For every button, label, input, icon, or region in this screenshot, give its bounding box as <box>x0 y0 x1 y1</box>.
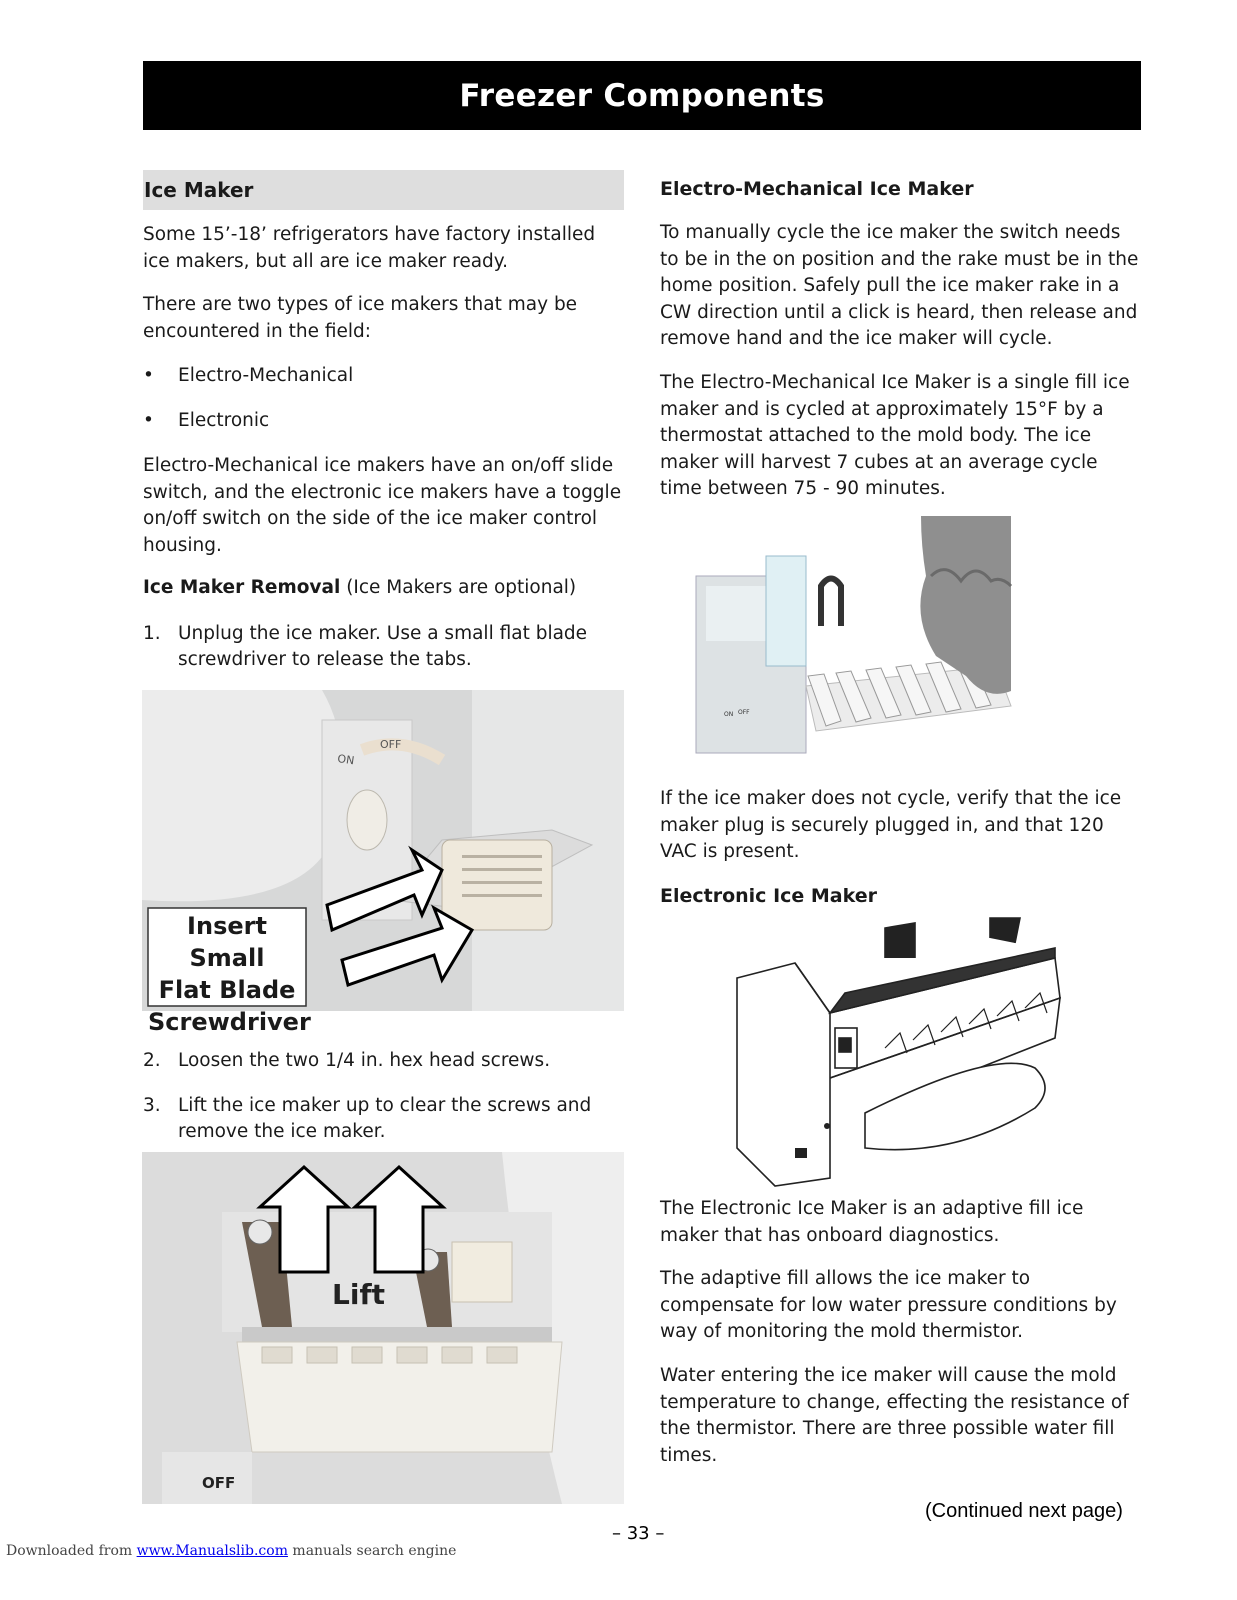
step-item <box>143 621 623 675</box>
list-item-label: Electronic <box>178 410 270 431</box>
el-heading: Electronic Ice Maker <box>660 885 878 907</box>
step-text: Loosen the two 1/4 in. hex head screws. <box>178 1050 551 1071</box>
photo-callout: Lift <box>332 1278 386 1311</box>
photo-callout <box>148 908 311 1038</box>
page-number: – 33 – <box>612 1523 665 1544</box>
removal-heading <box>143 575 623 602</box>
lift-ice-maker-photo <box>142 1152 624 1504</box>
step-item <box>143 1093 623 1147</box>
on-label: ON <box>724 711 734 718</box>
download-footer <box>6 1543 456 1559</box>
off-label: OFF <box>202 1474 236 1492</box>
step-item <box>143 1048 623 1076</box>
step-number: 3. <box>143 1095 161 1116</box>
em-paragraph-1: To manually cycle the ice maker the switch needs to be in the on position and the rake must be in the home position. Safely pull the ice maker rake in a CW direction until a click is heard, then release and remove hand and the ice maker will cycle. <box>660 222 1139 349</box>
step-text: Unplug the ice maker. Use a small flat blade screwdriver to release the tabs. <box>178 623 588 670</box>
el-paragraph-3: Water entering the ice maker will cause the mold temperature to change, effecting the resistance of the thermistor. There are three possible water fill times. <box>660 1365 1129 1466</box>
page-title-banner <box>143 61 1141 130</box>
on-label: ON <box>336 752 356 768</box>
el-paragraph-2: The adaptive fill allows the ice maker to compensate for low water pressure conditions by way of monitoring the mold thermistor. <box>660 1268 1117 1342</box>
photo-callout-line: Flat Blade <box>158 976 296 1004</box>
em-heading: Electro-Mechanical Ice Maker <box>660 178 974 200</box>
electro-mechanical-ice-maker-photo <box>696 516 1011 753</box>
electronic-ice-maker-drawing <box>735 918 1065 1186</box>
section-heading-text: Ice Maker <box>144 178 254 202</box>
em-photo-illustration <box>696 516 1011 753</box>
step-number: 2. <box>143 1050 161 1071</box>
off-label: OFF <box>738 709 750 716</box>
section-heading-ice-maker <box>143 170 624 210</box>
photo-callout-line: Screwdriver <box>148 1008 311 1036</box>
step-text: Lift the ice maker up to clear the screws and remove the ice maker. <box>178 1095 592 1142</box>
continued-note: (Continued next page) <box>925 1500 1123 1522</box>
el-paragraph-1: The Electronic Ice Maker is an adaptive fill ice maker that has onboard diagnostics. <box>660 1198 1084 1246</box>
download-suffix: manuals search engine <box>287 1543 457 1559</box>
off-label: OFF <box>380 738 402 751</box>
bullet-icon: • <box>143 410 154 431</box>
el-drawing-illustration <box>735 918 1065 1186</box>
manualslib-link[interactable]: www.Manualslib.com <box>136 1543 288 1559</box>
removal-note: (Ice Makers are optional) <box>340 577 577 598</box>
step-number: 1. <box>143 623 161 644</box>
em-paragraph-2: The Electro-Mechanical Ice Maker is a single fill ice maker and is cycled at approximately 15°F by a thermostat attached to the mold body. The ice maker will harvest 7 cubes at an average cycle time between 75 - 90 minutes. <box>660 372 1130 499</box>
removal-title: Ice Maker Removal <box>143 577 341 598</box>
bullet-icon: • <box>143 365 154 386</box>
unplug-ice-maker-photo <box>142 690 624 1036</box>
page-title: Freezer Components <box>459 77 825 114</box>
em-paragraph-3: If the ice maker does not cycle, verify that the ice maker plug is securely plugged in, and that 120 VAC is present. <box>660 788 1122 862</box>
intro-paragraph-3: Electro-Mechanical ice makers have an on/off slide switch, and the electronic ice makers have a toggle on/off switch on the side of the ice maker control housing. <box>143 455 622 556</box>
intro-paragraph-1: Some 15’-18’ refrigerators have factory installed ice makers, but all are ice maker ready. <box>143 224 596 272</box>
download-prefix: Downloaded from <box>6 1543 137 1559</box>
photo-callout-line: Insert Small <box>187 912 267 972</box>
intro-paragraph-2: There are two types of ice makers that may be encountered in the field: <box>143 294 578 342</box>
list-item-label: Electro-Mechanical <box>178 365 354 386</box>
lift-photo-illustration <box>142 1152 624 1504</box>
